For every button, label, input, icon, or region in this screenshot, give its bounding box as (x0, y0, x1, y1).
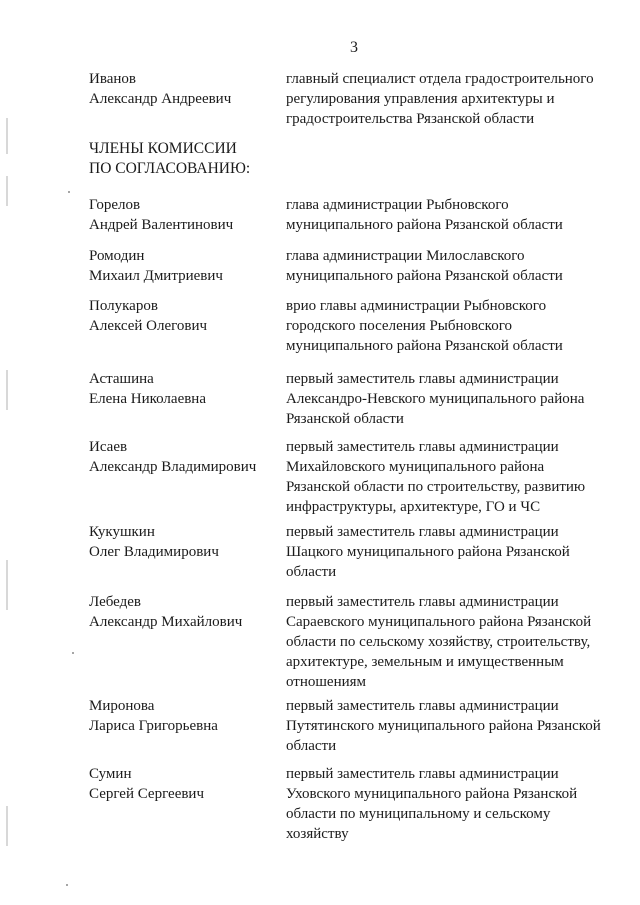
member-role-line: градостроительства Рязанской области (286, 111, 535, 127)
member-given-name: Елена Николаевна (89, 391, 206, 407)
member-surname: Горелов (89, 197, 141, 213)
member-given-name: Олег Владимирович (89, 544, 219, 560)
member-role-line: хозяйству (286, 826, 349, 842)
member-role-line: первый заместитель главы администрации (286, 439, 559, 455)
member-role-line: городского поселения Рыбновского (286, 318, 512, 334)
member-role-line: области (286, 738, 337, 754)
member-surname: Иванов (89, 71, 136, 87)
member-surname: Миронова (89, 698, 155, 714)
member-role-line: инфраструктуры, архитектуре, ГО и ЧС (286, 499, 541, 515)
scan-margin-mark (6, 560, 8, 610)
section-title-line-2: ПО СОГЛАСОВАНИЮ: (89, 160, 251, 177)
member-role-line: первый заместитель главы администрации (286, 766, 559, 782)
member-role-line: Уховского муниципального района Рязанской (286, 786, 578, 802)
member-role-line: Сараевского муниципального района Рязанской (286, 614, 592, 630)
member-role-line: муниципального района Рязанской области (286, 217, 563, 233)
member-role-line: первый заместитель главы администрации (286, 698, 559, 714)
member-role-line: главный специалист отдела градостроительного (286, 71, 594, 87)
member-role-line: Александро-Невского муниципального района (286, 391, 585, 407)
member-given-name: Михаил Дмитриевич (89, 268, 223, 284)
scan-speck (72, 652, 74, 654)
member-role-line: врио главы администрации Рыбновского (286, 298, 547, 314)
member-role-line: первый заместитель главы администрации (286, 594, 559, 610)
member-surname: Кукушкин (89, 524, 155, 540)
member-role-line: архитектуре, земельным и имущественным (286, 654, 564, 670)
member-role-line: первый заместитель главы администрации (286, 524, 559, 540)
member-role-line: первый заместитель главы администрации (286, 371, 559, 387)
scan-speck (68, 191, 70, 193)
member-role-line: муниципального района Рязанской области (286, 338, 563, 354)
page-number: 3 (350, 39, 358, 56)
scan-speck (66, 884, 68, 886)
member-surname: Сумин (89, 766, 132, 782)
member-role-line: Путятинского муниципального района Рязанской (286, 718, 601, 734)
member-surname: Ромодин (89, 248, 145, 264)
member-given-name: Сергей Сергеевич (89, 786, 205, 802)
member-role-line: Рязанской области по строительству, развитию (286, 479, 586, 495)
member-given-name: Александр Андреевич (89, 91, 232, 107)
member-given-name: Андрей Валентинович (89, 217, 234, 233)
member-role-line: Шацкого муниципального района Рязанской (286, 544, 570, 560)
member-surname: Асташина (89, 371, 154, 387)
member-role-line: области (286, 564, 337, 580)
member-given-name: Александр Владимирович (89, 459, 257, 475)
member-role-line: отношениям (286, 674, 367, 690)
section-title-line-1: ЧЛЕНЫ КОМИССИИ (89, 140, 237, 157)
member-role-line: области по сельскому хозяйству, строительству, (286, 634, 591, 650)
member-role-line: глава администрации Рыбновского (286, 197, 509, 213)
member-given-name: Лариса Григорьевна (89, 718, 218, 734)
member-role-line: области по муниципальному и сельскому (286, 806, 551, 822)
member-role-line: Рязанской области (286, 411, 404, 427)
member-surname: Полукаров (89, 298, 158, 314)
member-role-line: регулирования управления архитектуры и (286, 91, 555, 107)
scan-margin-mark (6, 806, 8, 846)
member-role-line: муниципального района Рязанской области (286, 268, 563, 284)
scan-margin-mark (6, 118, 8, 154)
member-role-line: Михайловского муниципального района (286, 459, 545, 475)
scan-margin-mark (6, 176, 8, 206)
member-role-line: глава администрации Милославского (286, 248, 525, 264)
member-given-name: Александр Михайлович (89, 614, 243, 630)
member-given-name: Алексей Олегович (89, 318, 208, 334)
member-surname: Исаев (89, 439, 128, 455)
member-surname: Лебедев (89, 594, 141, 610)
scan-margin-mark (6, 370, 8, 410)
